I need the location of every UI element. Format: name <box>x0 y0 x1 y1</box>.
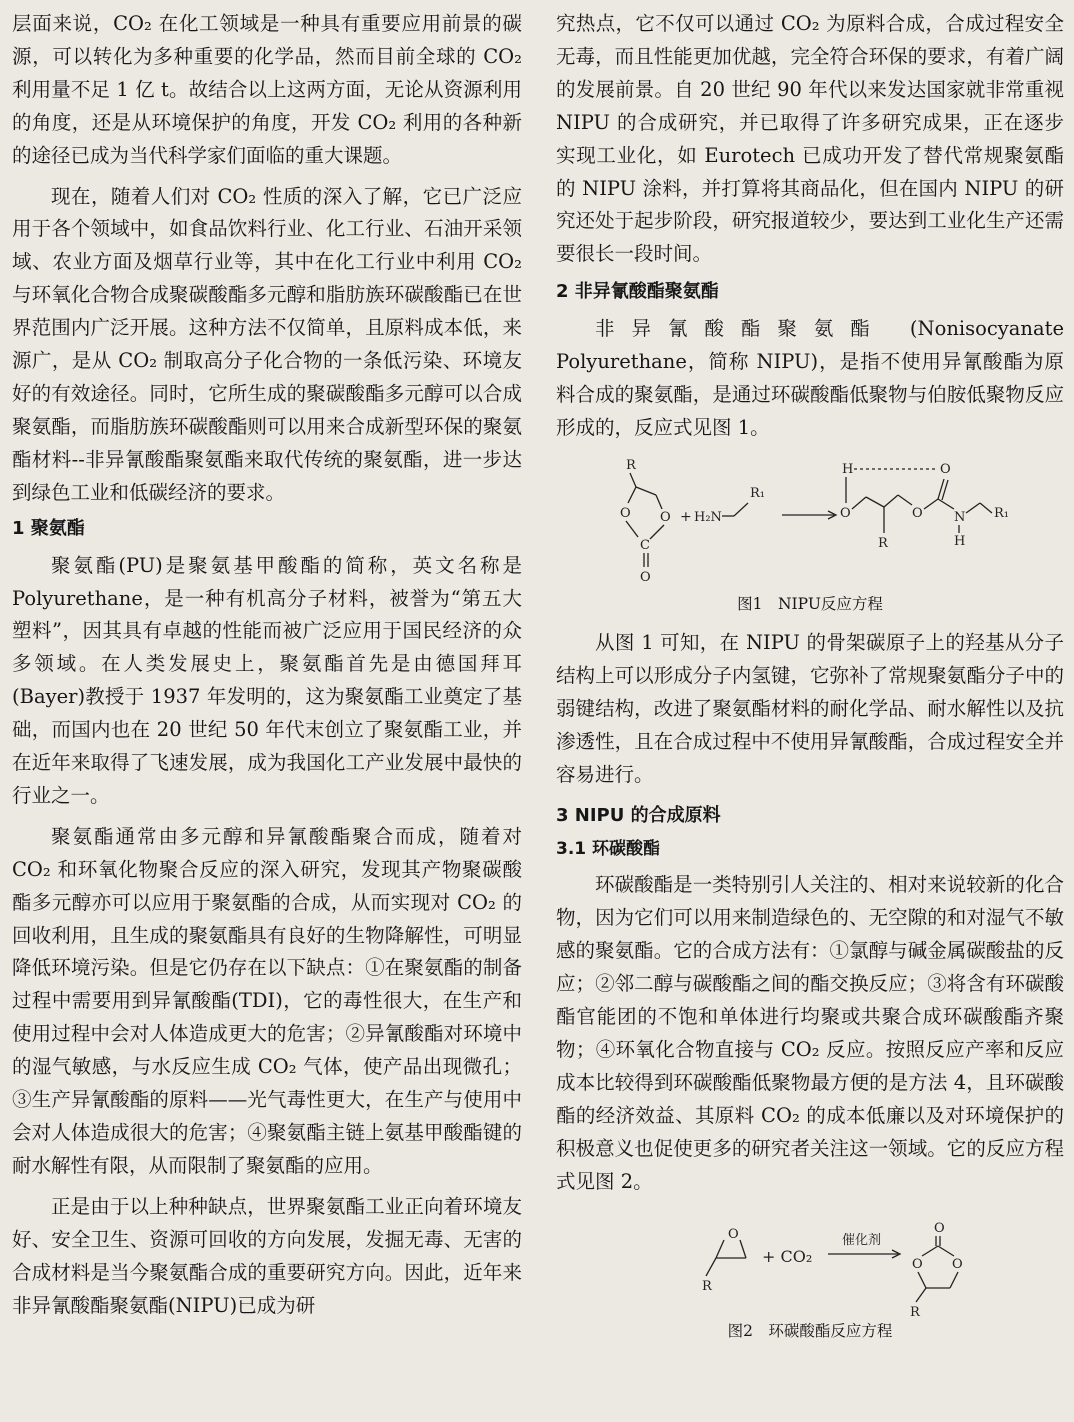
carbonate-reaction-scheme <box>556 1218 1064 1320</box>
bond <box>636 487 656 495</box>
label-amine: H₂N <box>694 509 722 525</box>
figure-2 <box>556 1218 1064 1342</box>
bond <box>734 503 748 516</box>
bond <box>706 1258 716 1276</box>
bond <box>966 503 980 513</box>
label-plus: + <box>680 508 692 525</box>
label-co2: + CO₂ <box>762 1247 813 1267</box>
label-o: O <box>840 505 851 521</box>
label-r: R <box>910 1305 920 1321</box>
paragraph: 从图 1 可知，在 NIPU 的骨架碳原子上的羟基从分子结构上可以形成分子内氢键，它弥补了常规聚氨酯分子中的弱键结构，改进了聚氨酯材料的耐化学品、耐水解性以及抗渗透性，且在合成过程中不使用异氰酸酯，合成过程安全并容易进行。 <box>556 630 1064 786</box>
section-heading: 1 聚氨酯 <box>12 517 85 539</box>
label-r1: R₁ <box>750 485 765 501</box>
paragraph: 环碳酸酯是一类特别引人关注的、相对来说较新的化合物，因为它们可以用来制造绿色的、无空隙的和对湿气不敏感的聚氨酯。它的合成方法有：①氯醇与碱金属碳酸盐的反应；②邻二醇与碳酸酯之间的酯交换反应；③将含有环碳酸酯官能团的不饱和单体进行均聚或共聚合成环碳酸酯齐聚物；④环氧化合物直接与 CO₂ 反应。按照反应产率和反应成本比较得到环碳酸酯低聚物最方便的是方法 4，且环碳酸酯的经济效益、其原料 CO₂ 的成本低廉以及对环境保护的积极意义也促使更多的研究者关注这一领域。它的反应方程式见图 2。 <box>556 873 1064 1193</box>
paragraph: 究热点，它不仅可以通过 CO₂ 为原料合成，合成过程安全无毒，而且性能更加优越，完全符合环保的要求，有着广阔的发展前景。自 20 世纪 90 年代以来发达国家就非常重视 NIPU 的合成研究，并已取得了许多研究成果，正在逐步实现工业化，如 Eurotech 已成功开发了替代常规聚氨酯的 NIPU 涂料，并打算将其商品化，但在国内 NIPU 的研究还处于起步阶段，研究报道较少，要达到工业化生产还需要很长一段时间。 <box>556 12 1064 266</box>
paragraph: 聚氨酯(PU)是聚氨基甲酸酯的简称，英文名称是 Polyurethane，是一种有机高分子材料，被誉为“第五大塑料”，因其具有卓越的性能而被广泛应用于国民经济的众多领域。在人类发展史上，聚氨酯首先是由德国拜耳(Bayer)教授于 1937 年发明的，这为聚氨酯工业奠定了基础，而国内也在 20 世纪 50 年代末创立了聚氨酯工业，并在近年来取得了飞速发展，成为我国化工产业发展中最快的行业之一。 <box>12 553 522 807</box>
label-r: R <box>878 535 888 551</box>
bond <box>916 1288 926 1302</box>
right-column <box>556 8 1064 1354</box>
bond <box>938 1246 954 1256</box>
figure-caption: 图1 NIPU反应方程 <box>737 594 883 613</box>
bond <box>898 495 912 505</box>
bond <box>922 1246 938 1256</box>
bond <box>866 497 884 507</box>
bond <box>626 521 638 537</box>
label-o: O <box>952 1257 963 1273</box>
label-o: O <box>940 461 951 477</box>
label-o: O <box>728 1227 739 1243</box>
bond <box>980 503 992 513</box>
bond <box>938 499 954 509</box>
subsection-heading: 3.1 环碳酸酯 <box>556 839 661 860</box>
paragraph: 聚氨酯通常由多元醇和异氰酸酯聚合而成，随着对 CO₂ 和环氧化物聚合反应的深入研究，发现其产物聚碳酸酯多元醇亦可以应用于聚氨酯的合成，从而实现对 CO₂ 的回收利用，且生成的聚氨酯具有良好的生物降解性，可明显降低环境污染。但是它仍存在以下缺点：①在聚氨酯的制备过程中需要用到异氰酸酯(TDI)，它的毒性很大，在生产和使用过程中会对人体造成更大的危害；②异氰酸酯对环境中的湿气敏感，与水反应生成 CO₂ 气体，使产品出现微孔；③生产异氰酸酯的原料——光气毒性更大，在生产与使用中会对人体造成很大的危害；④聚氨酯主链上氨基甲酸酯键的耐水解性有限，从而限制了聚氨酯的应用。 <box>12 824 522 1177</box>
bond <box>650 525 664 539</box>
label-r: R <box>702 1279 712 1295</box>
figure-1 <box>556 445 1064 615</box>
label-h: H <box>954 533 966 549</box>
paragraph: 现在，随着人们对 CO₂ 性质的深入了解，它已广泛应用于各个领域中，如食品饮料行业、化工行业、石油开采领域、农业方面及烟草行业等，其中在化工行业中利用 CO₂ 与环氧化合物合成聚碳酸酯多元醇和脂肪族环碳酸酯已在世界范围内广泛开展。这种方法不仅简单，且原料成本低，来源广，是从 CO₂ 制取高分子化合物的一条低污染、环境友好的有效途径。同时，它所生成的聚碳酸酯多元醇可以合成聚氨酯，而脂肪族环碳酸酯则可以用来合成新型环保的聚氨酯材料--非异氰酸酯聚氨酯来取代传统的聚氨酯，进一步达到绿色工业和低碳经济的要求。 <box>12 184 522 504</box>
label-catalyst: 催化剂 <box>842 1233 882 1249</box>
paragraph: 层面来说，CO₂ 在化工领域是一种具有重要应用前景的碳源，可以转化为多种重要的化学品，然而目前全球的 CO₂ 利用量不足 1 亿 t。故结合以上这两方面，无论从资源利用的角度，还是从环境保护的角度，开发 CO₂ 利用的各种新的途径已成为当代科学家们面临的重大课题。 <box>12 12 522 167</box>
label-h: H <box>842 461 854 477</box>
section-heading: 3 NIPU 的合成原料 <box>556 805 721 827</box>
figure-caption: 图2 环碳酸酯反应方程 <box>727 1322 893 1341</box>
left-column <box>12 8 522 1322</box>
section-heading: 2 非异氰酸酯聚氨酯 <box>556 281 719 303</box>
label-o: O <box>934 1221 945 1237</box>
bond <box>884 495 898 507</box>
label-o: O <box>640 569 651 585</box>
label-n: N <box>954 509 966 525</box>
bond <box>716 1240 724 1258</box>
bond <box>950 1272 958 1288</box>
bond <box>656 495 662 509</box>
label-r1: R₁ <box>994 505 1009 521</box>
nipu-reaction-scheme <box>556 445 1064 593</box>
paragraph: 非异氰酸酯聚氨酯 (Nonisocyanate Polyurethane，简称 NIPU)，是指不使用异氰酸酯为原料合成的聚氨酯，是通过环碳酸酯低聚物与伯胺低聚物反应形成的，反应式见图 1。 <box>556 317 1064 439</box>
label-o: O <box>620 505 631 521</box>
bond <box>630 473 636 487</box>
paragraph: 正是由于以上种种缺点，世界聚氨酯工业正向着环境友好、安全卫生、资源可回收的方向发展，发掘无毒、无害的合成材料是当今聚氨酯合成的重要研究方向。因此，近年来非异氰酸酯聚氨酯(NIPU)已成为研 <box>12 1194 522 1317</box>
bond <box>740 1240 746 1258</box>
label-o: O <box>912 505 923 521</box>
label-c: C <box>640 537 650 553</box>
bond <box>628 487 636 503</box>
label-o: O <box>660 509 671 525</box>
bond <box>924 499 938 509</box>
bond <box>918 1272 926 1288</box>
label-o: O <box>912 1257 923 1273</box>
bond <box>852 497 866 509</box>
label-r: R <box>626 457 636 473</box>
